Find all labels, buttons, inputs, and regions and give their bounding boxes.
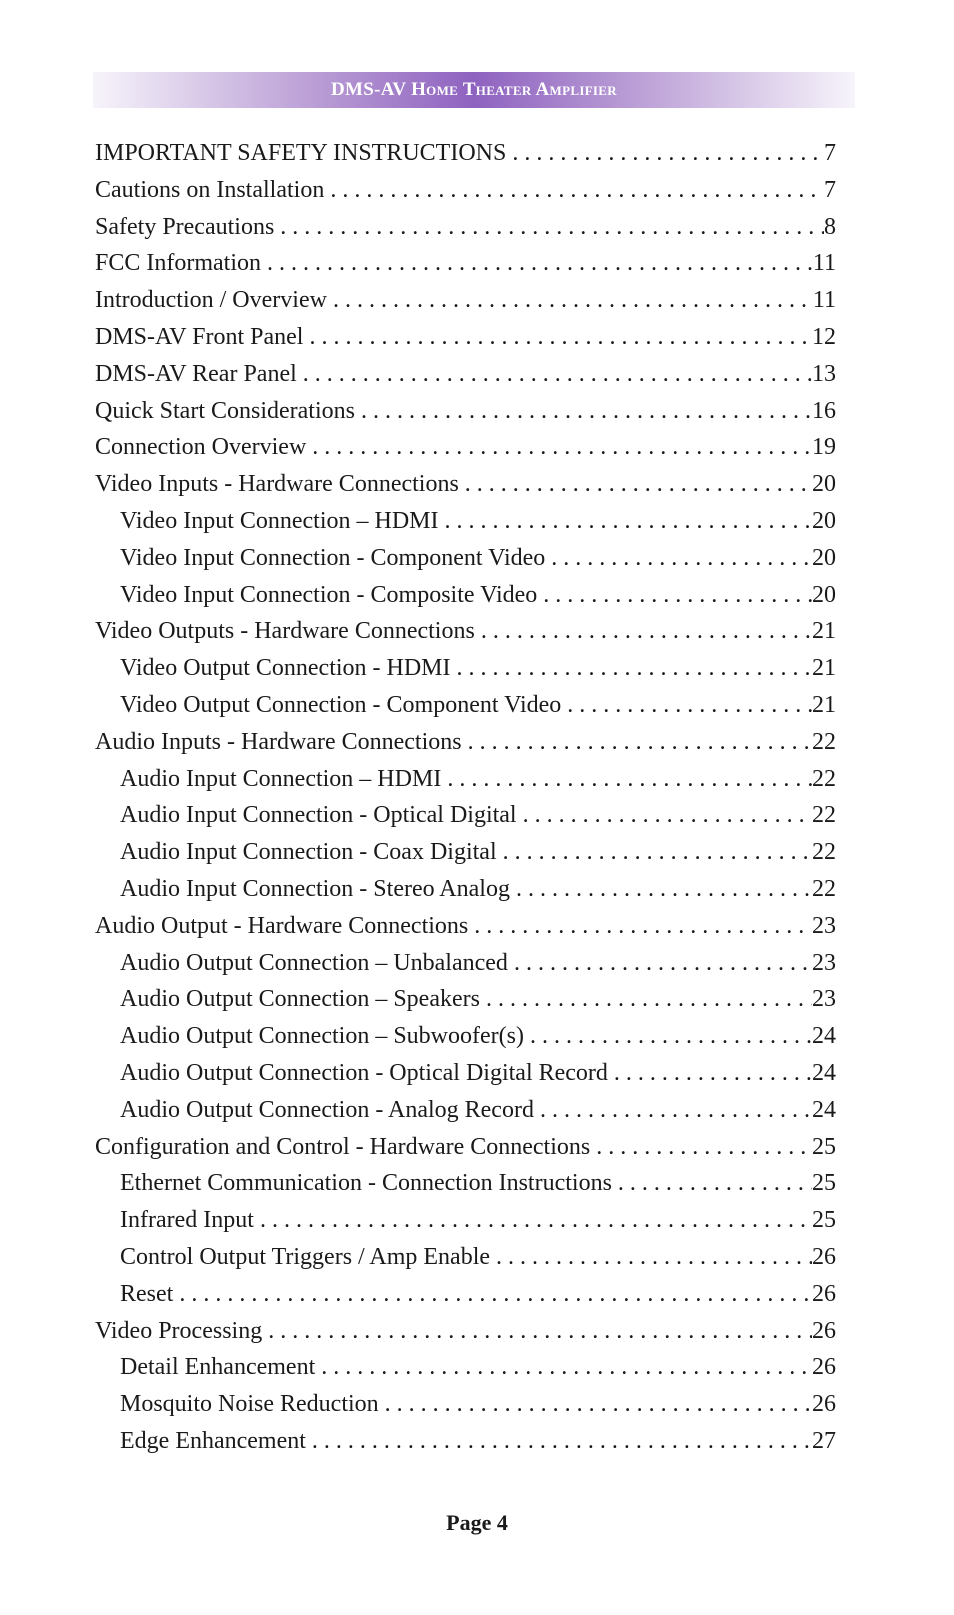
toc-entry[interactable] (95, 1244, 836, 1281)
toc-entry-page: 22 (812, 765, 836, 792)
toc-entry[interactable] (95, 1060, 836, 1097)
toc-entry-page: 8 (824, 213, 836, 240)
toc-dot-leader (379, 1391, 812, 1418)
toc-entry-label: Video Outputs - Hardware Connections (95, 618, 475, 645)
toc-dot-leader (506, 140, 824, 167)
toc-entry-page: 21 (812, 618, 836, 645)
toc-dot-leader (497, 839, 812, 866)
toc-entry-label: Edge Enhancement (120, 1427, 306, 1454)
toc-entry[interactable] (95, 471, 836, 508)
toc-dot-leader (537, 582, 812, 609)
toc-entry-label: Audio Input Connection – HDMI (120, 765, 442, 792)
toc-entry[interactable] (95, 876, 836, 913)
toc-entry[interactable] (95, 287, 836, 324)
toc-entry-page: 22 (812, 802, 836, 829)
toc-dot-leader (355, 398, 812, 425)
toc-entry-label: Cautions on Installation (95, 176, 325, 203)
toc-dot-leader (480, 986, 812, 1013)
toc-entry-label: Video Inputs - Hardware Connections (95, 471, 459, 498)
toc-dot-leader (297, 361, 812, 388)
toc-entry[interactable] (95, 986, 836, 1023)
table-of-contents (95, 140, 836, 1465)
toc-dot-leader (510, 876, 812, 903)
toc-entry-label: Mosquito Noise Reduction (120, 1391, 379, 1418)
toc-entry-page: 12 (812, 323, 836, 350)
toc-dot-leader (508, 950, 812, 977)
toc-entry[interactable] (95, 802, 836, 839)
toc-entry[interactable] (95, 324, 836, 361)
toc-entry[interactable] (95, 1281, 836, 1318)
header-bar (93, 72, 855, 108)
toc-dot-leader (475, 618, 812, 645)
toc-entry-label: Video Output Connection - Component Video (120, 691, 562, 718)
toc-entry[interactable] (95, 582, 836, 619)
toc-entry[interactable] (95, 839, 836, 876)
toc-entry-label: Audio Output - Hardware Connections (95, 912, 469, 939)
toc-entry-page: 11 (812, 250, 836, 277)
toc-entry-page: 24 (812, 1096, 836, 1123)
toc-entry[interactable] (95, 766, 836, 803)
toc-entry-label: Audio Output Connection – Unbalanced (120, 949, 508, 976)
toc-dot-leader (173, 1281, 812, 1308)
toc-entry[interactable] (95, 1318, 836, 1355)
toc-entry-label: Quick Start Considerations (95, 397, 355, 424)
toc-entry-label: Detail Enhancement (120, 1354, 316, 1381)
toc-entry[interactable] (95, 545, 836, 582)
toc-dot-leader (254, 1207, 812, 1234)
toc-entry-page: 23 (812, 949, 836, 976)
toc-entry-page: 20 (812, 544, 836, 571)
toc-entry-label: Infrared Input (120, 1207, 254, 1234)
toc-entry[interactable] (95, 214, 836, 251)
toc-entry-page: 7 (824, 176, 836, 203)
toc-entry-label: Audio Output Connection - Optical Digital Record (120, 1059, 608, 1086)
toc-entry[interactable] (95, 177, 836, 214)
toc-dot-leader (306, 434, 812, 461)
toc-entry-label: Audio Output Connection - Analog Record (120, 1096, 534, 1123)
toc-entry-label: IMPORTANT SAFETY INSTRUCTIONS (95, 140, 507, 166)
toc-dot-leader (517, 802, 812, 829)
toc-entry-page: 26 (812, 1317, 836, 1344)
toc-entry-page: 16 (812, 397, 836, 424)
toc-entry[interactable] (95, 250, 836, 287)
toc-dot-leader (612, 1170, 812, 1197)
toc-dot-leader (439, 508, 812, 535)
document-title: DMS-AV Home Theater Amplifier (331, 79, 617, 100)
toc-entry-label: Control Output Triggers / Amp Enable (120, 1243, 491, 1270)
toc-entry[interactable] (95, 1023, 836, 1060)
toc-dot-leader (459, 471, 812, 498)
toc-entry[interactable] (95, 508, 836, 545)
toc-dot-leader (462, 729, 812, 756)
toc-entry-label: Introduction / Overview (95, 287, 327, 314)
toc-entry-page: 27 (812, 1427, 836, 1454)
toc-entry-page: 20 (812, 581, 836, 608)
toc-entry-label: Audio Inputs - Hardware Connections (95, 728, 462, 755)
toc-entry-label: FCC Information (95, 250, 261, 277)
toc-entry-page: 21 (812, 655, 836, 682)
toc-dot-leader (274, 214, 824, 241)
toc-dot-leader (534, 1097, 812, 1124)
toc-entry-page: 25 (812, 1133, 836, 1160)
toc-dot-leader (315, 1354, 812, 1381)
toc-entry-page: 24 (812, 1059, 836, 1086)
toc-entry-page: 25 (812, 1170, 836, 1197)
toc-entry-label: Audio Output Connection – Subwoofer(s) (120, 1023, 524, 1050)
toc-entry-label: Video Input Connection - Composite Video (120, 581, 538, 608)
toc-entry[interactable] (95, 1391, 836, 1428)
toc-entry[interactable] (95, 913, 836, 950)
toc-entry-page: 22 (812, 875, 836, 902)
toc-dot-leader (468, 913, 812, 940)
toc-entry-page: 13 (812, 360, 836, 387)
toc-dot-leader (327, 287, 813, 314)
toc-dot-leader (441, 766, 812, 793)
toc-entry-label: Video Input Connection - Component Video (120, 544, 546, 571)
toc-entry[interactable] (95, 655, 836, 692)
toc-entry-label: Video Input Connection – HDMI (120, 507, 439, 534)
toc-entry[interactable] (95, 1097, 836, 1134)
toc-entry[interactable] (95, 692, 836, 729)
toc-entry-label: Audio Input Connection - Optical Digital (120, 802, 517, 829)
toc-entry-page: 25 (812, 1207, 836, 1234)
toc-entry[interactable] (95, 618, 836, 655)
toc-entry[interactable] (95, 434, 836, 471)
toc-dot-leader (590, 1134, 812, 1161)
toc-dot-leader (303, 324, 812, 351)
toc-entry-label: Video Processing (95, 1317, 263, 1344)
toc-dot-leader (490, 1244, 812, 1271)
toc-entry[interactable] (95, 1354, 836, 1391)
toc-entry-page: 11 (812, 287, 836, 314)
page-number: Page 4 (446, 1510, 508, 1535)
toc-entry-page: 22 (812, 728, 836, 755)
toc-dot-leader (561, 692, 812, 719)
toc-entry-page: 23 (812, 986, 836, 1013)
toc-entry[interactable] (95, 950, 836, 987)
toc-dot-leader (262, 1318, 812, 1345)
toc-entry-page: 21 (812, 691, 836, 718)
toc-dot-leader (324, 177, 824, 204)
toc-entry-label: Configuration and Control - Hardware Connections (95, 1133, 591, 1160)
toc-dot-leader (608, 1060, 812, 1087)
toc-dot-leader (261, 250, 813, 277)
toc-entry[interactable] (95, 1428, 836, 1465)
toc-entry[interactable] (95, 398, 836, 435)
toc-entry-label: DMS-AV Rear Panel (95, 360, 297, 387)
toc-entry-page: 26 (812, 1280, 836, 1307)
toc-entry[interactable] (95, 361, 836, 398)
toc-entry-label: Audio Input Connection - Stereo Analog (120, 875, 510, 902)
toc-entry-page: 20 (812, 471, 836, 498)
toc-entry[interactable] (95, 1207, 836, 1244)
toc-entry-page: 19 (812, 434, 836, 461)
toc-entry[interactable] (95, 1134, 836, 1171)
toc-entry-label: Audio Output Connection – Speakers (120, 986, 480, 1013)
toc-dot-leader (524, 1023, 812, 1050)
toc-entry-label: Connection Overview (95, 434, 307, 461)
toc-dot-leader (306, 1428, 812, 1455)
toc-entry-label: Reset (120, 1280, 174, 1307)
toc-entry[interactable] (95, 729, 836, 766)
toc-entry-page: 23 (812, 912, 836, 939)
toc-dot-leader (545, 545, 812, 572)
toc-entry-page: 26 (812, 1354, 836, 1381)
toc-entry-label: Video Output Connection - HDMI (120, 655, 451, 682)
toc-entry[interactable] (95, 1170, 836, 1207)
toc-entry-label: Ethernet Communication - Connection Instructions (120, 1170, 612, 1197)
toc-entry-page: 20 (812, 507, 836, 534)
toc-entry-page: 22 (812, 839, 836, 866)
toc-entry-label: Safety Precautions (95, 213, 275, 240)
toc-entry-page: 24 (812, 1023, 836, 1050)
toc-entry[interactable] (95, 140, 836, 177)
toc-entry-page: 7 (824, 140, 836, 166)
toc-entry-page: 26 (812, 1243, 836, 1270)
toc-entry-label: DMS-AV Front Panel (95, 323, 304, 350)
toc-dot-leader (451, 655, 812, 682)
toc-entry-page: 26 (812, 1391, 836, 1418)
toc-entry-label: Audio Input Connection - Coax Digital (120, 839, 497, 866)
